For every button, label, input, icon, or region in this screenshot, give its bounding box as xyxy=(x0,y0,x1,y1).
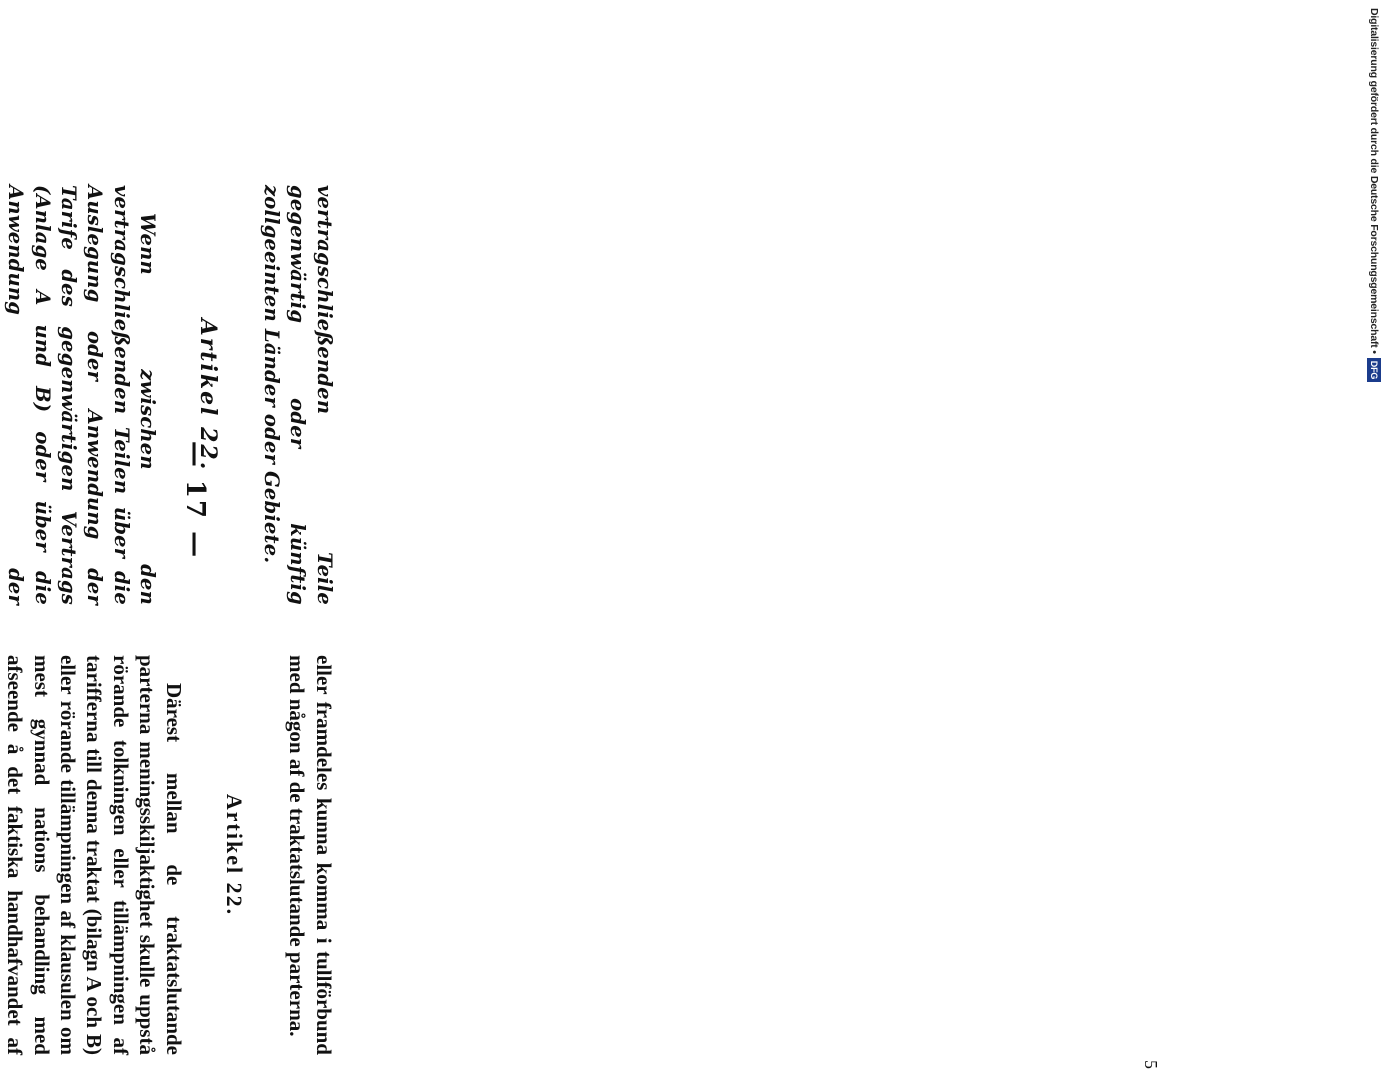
swedish-column xyxy=(0,655,363,1055)
german-article-heading: Artikel 22. xyxy=(194,318,221,472)
german-column xyxy=(0,185,363,605)
swedish-intro: eller framdeles kunna komma i tullförbund med någon af de traktatslutande parterna. xyxy=(285,655,336,1055)
dfg-logo: DFG xyxy=(1367,358,1381,382)
german-paragraph-1: Wenn zwischen den vertragschließenden Teilen über die Auslegung oder Anwendung der Tarife des gegenwärtigen Vertrags (Anlage A und B) oder über die Anwendung der xyxy=(4,185,160,605)
german-intro: vertragschließenden Teile gegenwärtig oder künftig zollgeeinten Länder oder Gebiete. xyxy=(259,185,336,605)
credit-text: Digitalisierung gefördert durch die Deutsche Forschungsgemeinschaft • xyxy=(1368,8,1380,354)
swedish-article-heading: Artikel 22. xyxy=(222,793,248,917)
page-number-header: — 17 — xyxy=(180,440,210,560)
digitization-credit xyxy=(1365,0,1383,1000)
swedish-paragraph-1: Därest mellan de traktatslutande parterna meningsskiljaktighet skulle uppstå rörande tolkningen eller tillämpningen af tarifferna till denna traktat (bilagn A och B) eller rörande tillämpningen af klausulen om mest gynnad nations behandling med afseende å det faktiska handhafvandet af xyxy=(3,655,186,1055)
page-signature: 5 xyxy=(1141,1060,1161,1069)
